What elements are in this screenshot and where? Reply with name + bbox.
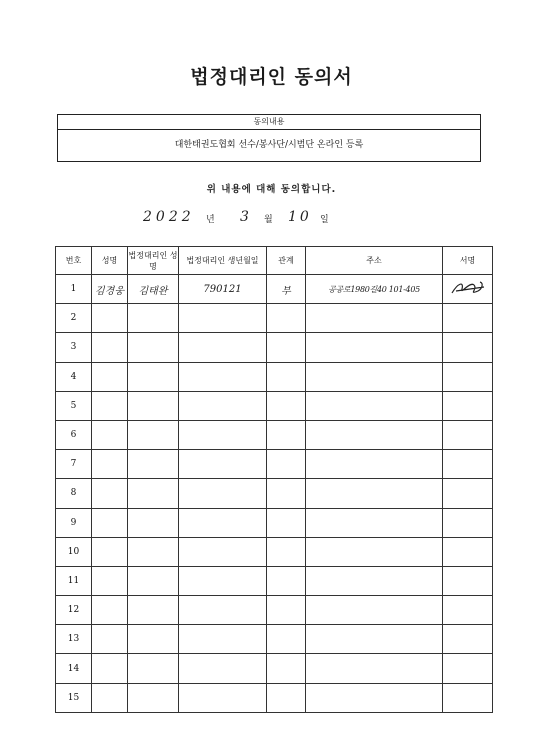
cell-guardian-birth <box>179 596 267 625</box>
cell-name <box>92 450 128 479</box>
cell-guardian-birth <box>179 683 267 712</box>
cell-name <box>92 508 128 537</box>
cell-signature <box>443 596 493 625</box>
cell-signature <box>443 362 493 391</box>
cell-guardian-birth <box>179 275 267 304</box>
cell-address <box>306 654 443 683</box>
cell-guardian-name <box>128 596 179 625</box>
date-year-unit: 년 <box>206 215 215 225</box>
cell-relation <box>267 596 306 625</box>
cell-number: 3 <box>56 333 92 362</box>
consent-content-box <box>57 114 481 162</box>
cell-guardian-birth <box>179 362 267 391</box>
cell-number: 4 <box>56 362 92 391</box>
date-year: 2022 <box>143 209 195 225</box>
cell-number: 13 <box>56 625 92 654</box>
cell-name <box>92 683 128 712</box>
cell-guardian-name-text: 김태완 <box>138 285 168 297</box>
cell-signature <box>443 420 493 449</box>
cell-guardian-name <box>128 304 179 333</box>
table-row <box>56 362 493 391</box>
document-title: 법정대리인 동의서 <box>190 66 353 88</box>
cell-signature <box>443 566 493 595</box>
cell-guardian-name <box>128 683 179 712</box>
cell-signature <box>443 625 493 654</box>
cell-guardian-birth <box>179 625 267 654</box>
cell-number: 10 <box>56 537 92 566</box>
date-month-unit: 월 <box>264 215 273 225</box>
cell-name <box>92 537 128 566</box>
cell-guardian-birth <box>179 391 267 420</box>
cell-guardian-name <box>128 362 179 391</box>
cell-relation <box>267 333 306 362</box>
cell-name-text: 김경웅 <box>95 285 124 297</box>
cell-address <box>306 333 443 362</box>
cell-name <box>92 654 128 683</box>
header-number: 번호 <box>56 247 92 275</box>
table-row <box>56 275 493 304</box>
cell-guardian-birth <box>179 508 267 537</box>
cell-address-text: 공공로1980길40 101-405 <box>328 284 420 294</box>
cell-guardian-name <box>128 420 179 449</box>
cell-guardian-name <box>128 333 179 362</box>
cell-number: 12 <box>56 596 92 625</box>
cell-guardian-birth <box>179 420 267 449</box>
table-row <box>56 420 493 449</box>
cell-name <box>92 333 128 362</box>
cell-address <box>306 362 443 391</box>
cell-address <box>306 625 443 654</box>
cell-guardian-name <box>128 566 179 595</box>
cell-relation <box>267 420 306 449</box>
cell-address <box>306 596 443 625</box>
cell-address <box>306 391 443 420</box>
cell-guardian-name <box>128 275 179 304</box>
cell-number: 7 <box>56 450 92 479</box>
table-row <box>56 450 493 479</box>
cell-relation-text: 부 <box>281 285 291 297</box>
cell-signature <box>443 479 493 508</box>
cell-signature <box>443 508 493 537</box>
table-row <box>56 654 493 683</box>
cell-address <box>306 566 443 595</box>
cell-guardian-name <box>128 450 179 479</box>
table-row <box>56 683 493 712</box>
cell-name <box>92 479 128 508</box>
table-row <box>56 625 493 654</box>
cell-name <box>92 275 128 304</box>
cell-address <box>306 683 443 712</box>
agreement-statement: 위 내용에 대해 동의합니다. <box>206 184 337 195</box>
cell-address <box>306 479 443 508</box>
cell-relation <box>267 479 306 508</box>
cell-guardian-birth <box>179 537 267 566</box>
cell-signature <box>443 391 493 420</box>
cell-name <box>92 391 128 420</box>
cell-guardian-name <box>128 391 179 420</box>
table-row <box>56 391 493 420</box>
header-signature: 서명 <box>443 247 493 275</box>
header-guardian-birth: 법정대리인 생년월일 <box>179 247 267 275</box>
table-row <box>56 537 493 566</box>
cell-signature <box>443 450 493 479</box>
cell-number: 9 <box>56 508 92 537</box>
cell-name <box>92 362 128 391</box>
cell-address <box>306 450 443 479</box>
cell-guardian-name <box>128 479 179 508</box>
cell-signature <box>443 333 493 362</box>
cell-signature <box>443 683 493 712</box>
cell-relation <box>267 625 306 654</box>
cell-address <box>306 420 443 449</box>
cell-number: 5 <box>56 391 92 420</box>
cell-relation <box>267 391 306 420</box>
table-row <box>56 304 493 333</box>
cell-relation <box>267 304 306 333</box>
cell-name <box>92 420 128 449</box>
cell-name <box>92 304 128 333</box>
cell-relation <box>267 275 306 304</box>
cell-signature <box>443 654 493 683</box>
cell-signature <box>443 304 493 333</box>
table-row <box>56 508 493 537</box>
cell-guardian-name <box>128 537 179 566</box>
cell-guardian-name <box>128 654 179 683</box>
header-address: 주소 <box>306 247 443 275</box>
cell-relation <box>267 566 306 595</box>
guardian-consent-table <box>55 246 493 713</box>
consent-content-header: 동의내용 <box>58 115 480 130</box>
cell-address <box>306 304 443 333</box>
table-row <box>56 333 493 362</box>
header-guardian-name: 법정대리인 성명 <box>128 247 179 275</box>
cell-number: 11 <box>56 566 92 595</box>
cell-signature <box>443 275 493 304</box>
date-month: 3 <box>240 209 249 225</box>
cell-number: 6 <box>56 420 92 449</box>
table-row <box>56 566 493 595</box>
cell-guardian-name <box>128 508 179 537</box>
cell-relation <box>267 654 306 683</box>
cell-name <box>92 596 128 625</box>
cell-number: 14 <box>56 654 92 683</box>
cell-guardian-birth <box>179 479 267 508</box>
cell-relation <box>267 537 306 566</box>
cell-guardian-birth <box>179 333 267 362</box>
cell-number: 1 <box>56 275 92 304</box>
cell-guardian-birth-text: 790121 <box>203 283 242 295</box>
cell-number: 2 <box>56 304 92 333</box>
cell-name <box>92 625 128 654</box>
cell-relation <box>267 450 306 479</box>
cell-relation <box>267 508 306 537</box>
handwritten-signature <box>448 277 488 299</box>
cell-address <box>306 537 443 566</box>
cell-relation <box>267 362 306 391</box>
cell-number: 8 <box>56 479 92 508</box>
table-row <box>56 479 493 508</box>
cell-address <box>306 275 443 304</box>
table-row <box>56 596 493 625</box>
cell-guardian-birth <box>179 566 267 595</box>
table-header-row <box>56 247 493 275</box>
date-day: 10 <box>288 209 312 225</box>
cell-guardian-name <box>128 625 179 654</box>
cell-name <box>92 566 128 595</box>
cell-guardian-birth <box>179 654 267 683</box>
cell-number: 15 <box>56 683 92 712</box>
date-day-unit: 일 <box>320 215 329 225</box>
consent-content-text: 대한태권도협회 선수/봉사단/시범단 온라인 등록 <box>174 140 364 150</box>
header-relation: 관계 <box>267 247 306 275</box>
cell-relation <box>267 683 306 712</box>
cell-signature <box>443 537 493 566</box>
cell-address <box>306 508 443 537</box>
cell-guardian-birth <box>179 304 267 333</box>
cell-guardian-birth <box>179 450 267 479</box>
header-name: 성명 <box>92 247 128 275</box>
